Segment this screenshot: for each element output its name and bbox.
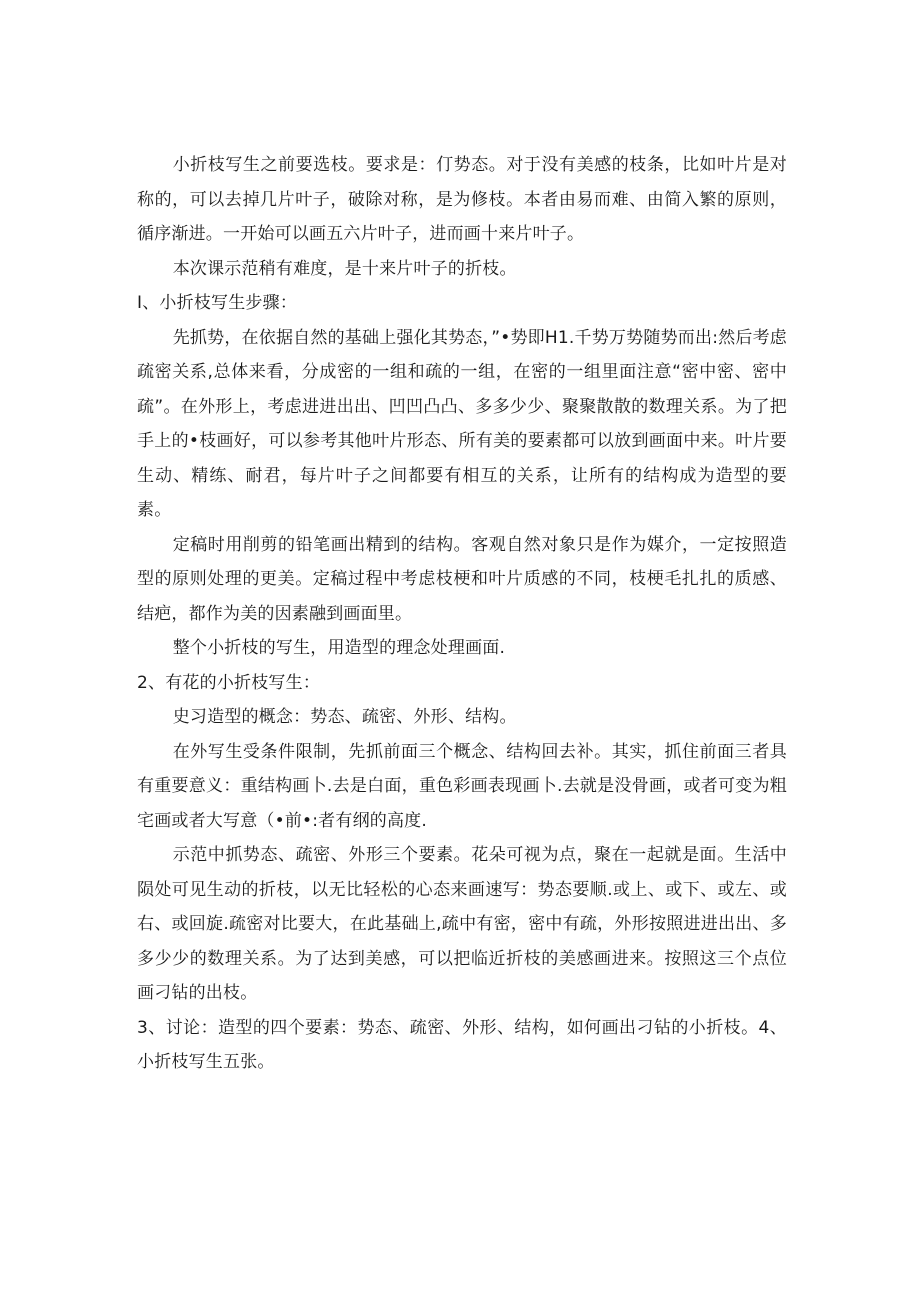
heading-flowering-branch: 2、有花的小折枝写生： — [137, 672, 321, 693]
paragraph-concepts: 史习造型的概念：势态、疏密、外形、结构。 — [172, 707, 517, 727]
heading-steps: I、小折枝写生步骤： — [137, 293, 298, 313]
paragraph-summary: 整个小折枝的写生，用造型的理念处理画面. — [172, 638, 506, 658]
document-body — [137, 148, 787, 1080]
paragraph-demo-elements: 示范中抓势态、疏密、外形三个要素。花朵可视为点，聚在一起就是面。生活中陨处可见生动的折枝，以无比轻松的心态来画速写：势态要顺.或上、或下、或左、或右、或回旋.疏密对比要大，在此基础上,疏中有密，密中有疏，外形按照进进出出、多多少少的数理关系。为了达到美感，可以把临近折枝的美感画进来。按照这三个点位画刁钻的出枝。 — [137, 845, 787, 1003]
paragraph-demo-difficulty: 本次课示范稍有难度，是十来片叶子的折枝。 — [172, 258, 517, 279]
paragraph-select-branch: 小折枝写生之前要选枝。要求是：仃势态。对于没有美感的枝条，比如叶片是对称的，可以去掉几片叶子，破除对称，是为修枝。本者由易而难、由简入繁的原则，循序渐进。一开始可以画五六片叶子，进而画十来片叶子。 — [137, 155, 787, 244]
paragraph-finalize: 定稿时用削剪的铅笔画出精到的结构。客观自然对象只是作为媒介，一定按照造型的原则处理的更美。定稿过程中考虑枝梗和叶片质感的不同，枝梗毛扎扎的质感、结疤，都作为美的因素融到画面里。 — [137, 534, 787, 624]
paragraph-outdoor-sketch: 在外写生受条件限制，先抓前面三个概念、结构回去补。其实，抓住前面三者具有重要意义：重结构画卜.去是白面，重色彩画表现画卜.去就是没骨画，或者可变为粗宅画或者大写意（•前•:者有纲的高度. — [137, 741, 787, 831]
paragraph-grasp-momentum: 先抓势，在依据自然的基础上强化其势态，”•势即H1.千势万势随势而出:然后考虑疏密关系,总体来看，分成密的一组和疏的一组，在密的一组里面注意“密中密、密中疏”。在外形上，考虑进进出出、凹凹凸凸、多多少少、聚聚散散的数理关系。为了把手上的•枝画好，可以参考其他叶片形态、所有美的要素都可以放到画面中来。叶片要生动、精练、耐君，每片叶子之间都要有相互的关系，让所有的结构成为造型的要素。 — [137, 327, 787, 520]
paragraph-discussion: 3、讨论：造型的四个要素：势态、疏密、外形、结构，如何画出刁钻的小折枝。4、小折枝写生五张。 — [137, 1017, 787, 1072]
